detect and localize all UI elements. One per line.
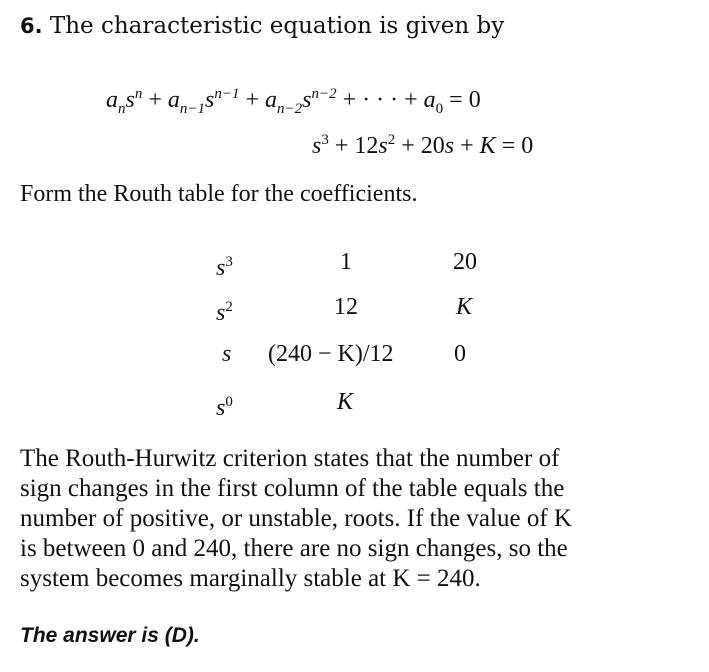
routh-label-exp: 2 bbox=[225, 299, 233, 315]
eq-var-s: s bbox=[378, 133, 388, 159]
problem-intro: The characteristic equation is given by bbox=[49, 13, 505, 39]
eq-exp-2: 2 bbox=[387, 132, 396, 148]
eq-coef-a0: a bbox=[423, 87, 436, 113]
eq-ellipsis: + · · · + bbox=[342, 87, 418, 113]
routh-cell-col2: 20 bbox=[453, 249, 477, 275]
routh-label-exp: 3 bbox=[225, 254, 233, 270]
routh-label-var: s bbox=[222, 341, 232, 367]
routh-cell-col1: K bbox=[337, 389, 354, 415]
explanation-paragraph bbox=[20, 444, 690, 594]
eq-sub-n2: n−2 bbox=[277, 100, 303, 117]
explanation-line: sign changes in the first column of the table equals the bbox=[20, 475, 565, 502]
routh-label-var: s bbox=[216, 255, 226, 281]
eq-exp-n2: n−2 bbox=[311, 86, 337, 102]
eq-term-12: + 12 bbox=[334, 133, 379, 159]
eq-coef-an: a bbox=[106, 87, 118, 113]
routh-label-var: s bbox=[216, 395, 226, 421]
problem-number: 6. bbox=[20, 14, 43, 38]
eq-coef-an2: a bbox=[265, 87, 278, 113]
eq-sub-0: 0 bbox=[435, 100, 444, 117]
problem-heading bbox=[20, 12, 504, 40]
routh-row-label bbox=[216, 248, 233, 282]
eq-exp-n1: n−1 bbox=[214, 86, 240, 102]
routh-label-exp: 0 bbox=[225, 394, 233, 410]
eq-plus: + bbox=[460, 133, 474, 159]
eq-equals-zero: = 0 bbox=[501, 133, 534, 159]
explanation-line: system becomes marginally stable at K = 240. bbox=[20, 565, 481, 592]
explanation-line: number of positive, or unstable, roots. If the value of K bbox=[20, 505, 572, 532]
eq-term-20: + 20 bbox=[401, 133, 445, 159]
eq-plus: + bbox=[148, 87, 162, 113]
eq-var-s: s bbox=[125, 87, 135, 113]
routh-cell-col1: 1 bbox=[340, 249, 352, 275]
eq-exp-n: n bbox=[134, 86, 143, 102]
eq-var-s: s bbox=[205, 87, 215, 113]
eq-var-k: K bbox=[479, 133, 496, 159]
explanation-line: The Routh-Hurwitz criterion states that the number of bbox=[20, 445, 560, 472]
eq-plus: + bbox=[245, 87, 260, 113]
eq-exp-3: 3 bbox=[321, 132, 329, 148]
eq-var-s: s bbox=[302, 87, 312, 113]
eq-var-s: s bbox=[312, 133, 322, 159]
eq-sub-n1: n−1 bbox=[179, 100, 206, 117]
instruction-text: Form the Routh table for the coefficients. bbox=[20, 181, 418, 207]
eq-var-s: s bbox=[444, 133, 455, 159]
eq-coef-an1: a bbox=[167, 87, 180, 113]
general-equation bbox=[106, 80, 481, 123]
answer-text: The answer is (D). bbox=[20, 624, 200, 647]
routh-cell-col1: (240 − K)/12 bbox=[268, 341, 394, 367]
specific-equation bbox=[312, 126, 533, 160]
explanation-line: is between 0 and 240, there are no sign changes, so the bbox=[20, 535, 568, 562]
routh-label-var: s bbox=[216, 300, 226, 326]
routh-cell-col2: 0 bbox=[454, 341, 466, 367]
routh-row-label bbox=[222, 340, 231, 368]
routh-cell-col1: 12 bbox=[334, 294, 358, 320]
eq-sub-n: n bbox=[118, 100, 126, 117]
routh-row-label bbox=[216, 388, 233, 422]
eq-equals-zero: = 0 bbox=[449, 87, 481, 113]
routh-cell-col2: K bbox=[456, 294, 473, 320]
routh-row-label bbox=[216, 293, 233, 327]
